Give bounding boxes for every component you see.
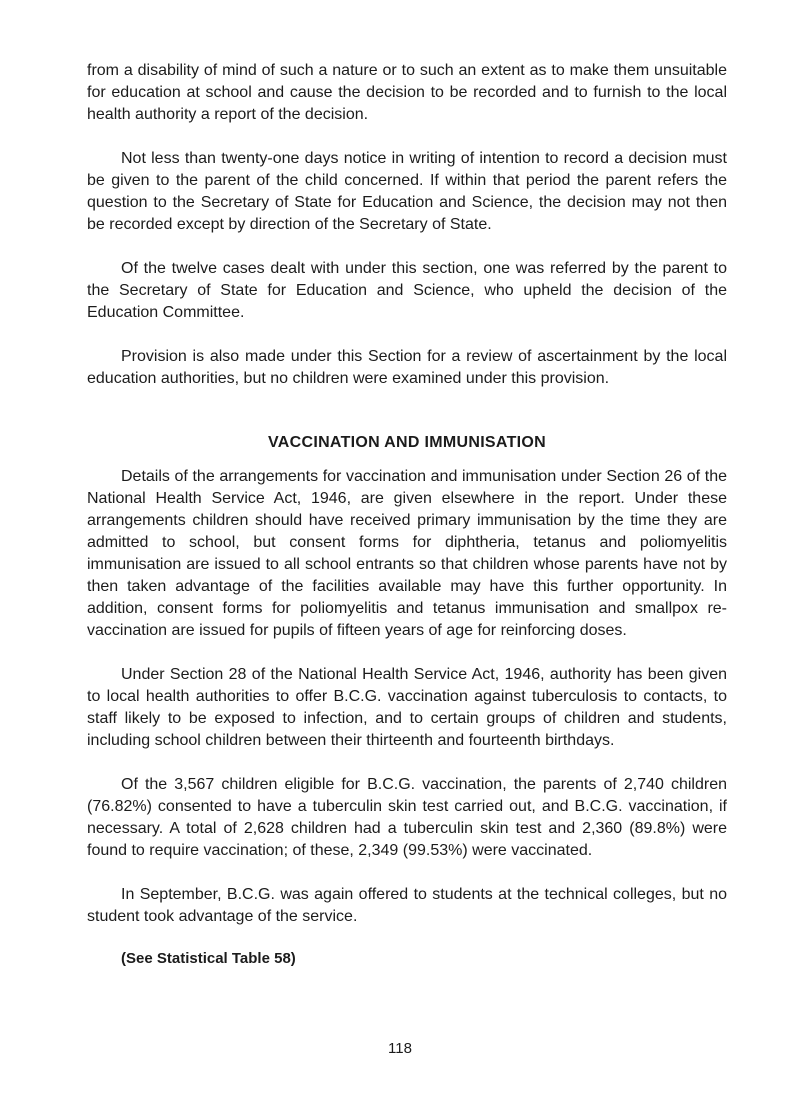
- section-heading-vaccination: VACCINATION AND IMMUNISATION: [267, 434, 546, 451]
- paragraph-technical-colleges: In September, B.C.G. was again offered to students at the technical colleges, but no student took advantage of the service.: [87, 886, 727, 925]
- paragraph-notice-requirement: Not less than twenty-one days notice in writing of intention to record a decision must be given to the parent of the child concerned. If within that period the parent refers the question to the Secretary of State for Education and Science, the decision may not then be recorded except by direction of the Secretary of State.: [87, 150, 727, 233]
- paragraph-vaccination-arrangements: Details of the arrangements for vaccination and immunisation under Section 26 of the National Health Service Act, 1946, are given elsewhere in the report. Under these arrangements children should have received primary immunisation by the time they are admitted to school, but consent forms for diphtheria, tetanus and poliomyelitis immunisation are issued to all school entrants so that children whose parents have not by then taken advantage of the facilities available may have this further opportunity. In addition, consent forms for poliomyelitis and tetanus immunisation and smallpox re-vaccination are issued for pupils of fifteen years of age for reinforcing doses.: [87, 468, 727, 639]
- paragraph-twelve-cases: Of the twelve cases dealt with under this section, one was referred by the parent to the Secretary of State for Education and Science, who upheld the decision of the Education Committee.: [87, 260, 727, 321]
- paragraph-disability-decision: from a disability of mind of such a nature or to such an extent as to make them unsuitable for education at school and cause the decision to be recorded and to furnish to the local health authority a report of the decision.: [87, 62, 727, 123]
- statistical-table-reference: (See Statistical Table 58): [121, 950, 296, 967]
- paragraph-review-provision: Provision is also made under this Section for a review of ascertainment by the local education authorities, but no children were examined under this provision.: [87, 348, 727, 387]
- paragraph-bcg-statistics: Of the 3,567 children eligible for B.C.G. vaccination, the parents of 2,740 children (76.82%) consented to have a tuberculin skin test carried out, and B.C.G. vaccination, if necessary. A total of 2,628 children had a tuberculin skin test and 2,360 (89.8%) were found to require vaccination; of these, 2,349 (99.53%) were vaccinated.: [87, 776, 727, 859]
- page-number: 118: [388, 1040, 412, 1057]
- paragraph-section-28: Under Section 28 of the National Health Service Act, 1946, authority has been given to local health authorities to offer B.C.G. vaccination against tuberculosis to contacts, to staff likely to be exposed to infection, and to certain groups of children and students, including school children between their thirteenth and fourteenth birthdays.: [87, 666, 727, 749]
- document-page: [87, 60, 727, 967]
